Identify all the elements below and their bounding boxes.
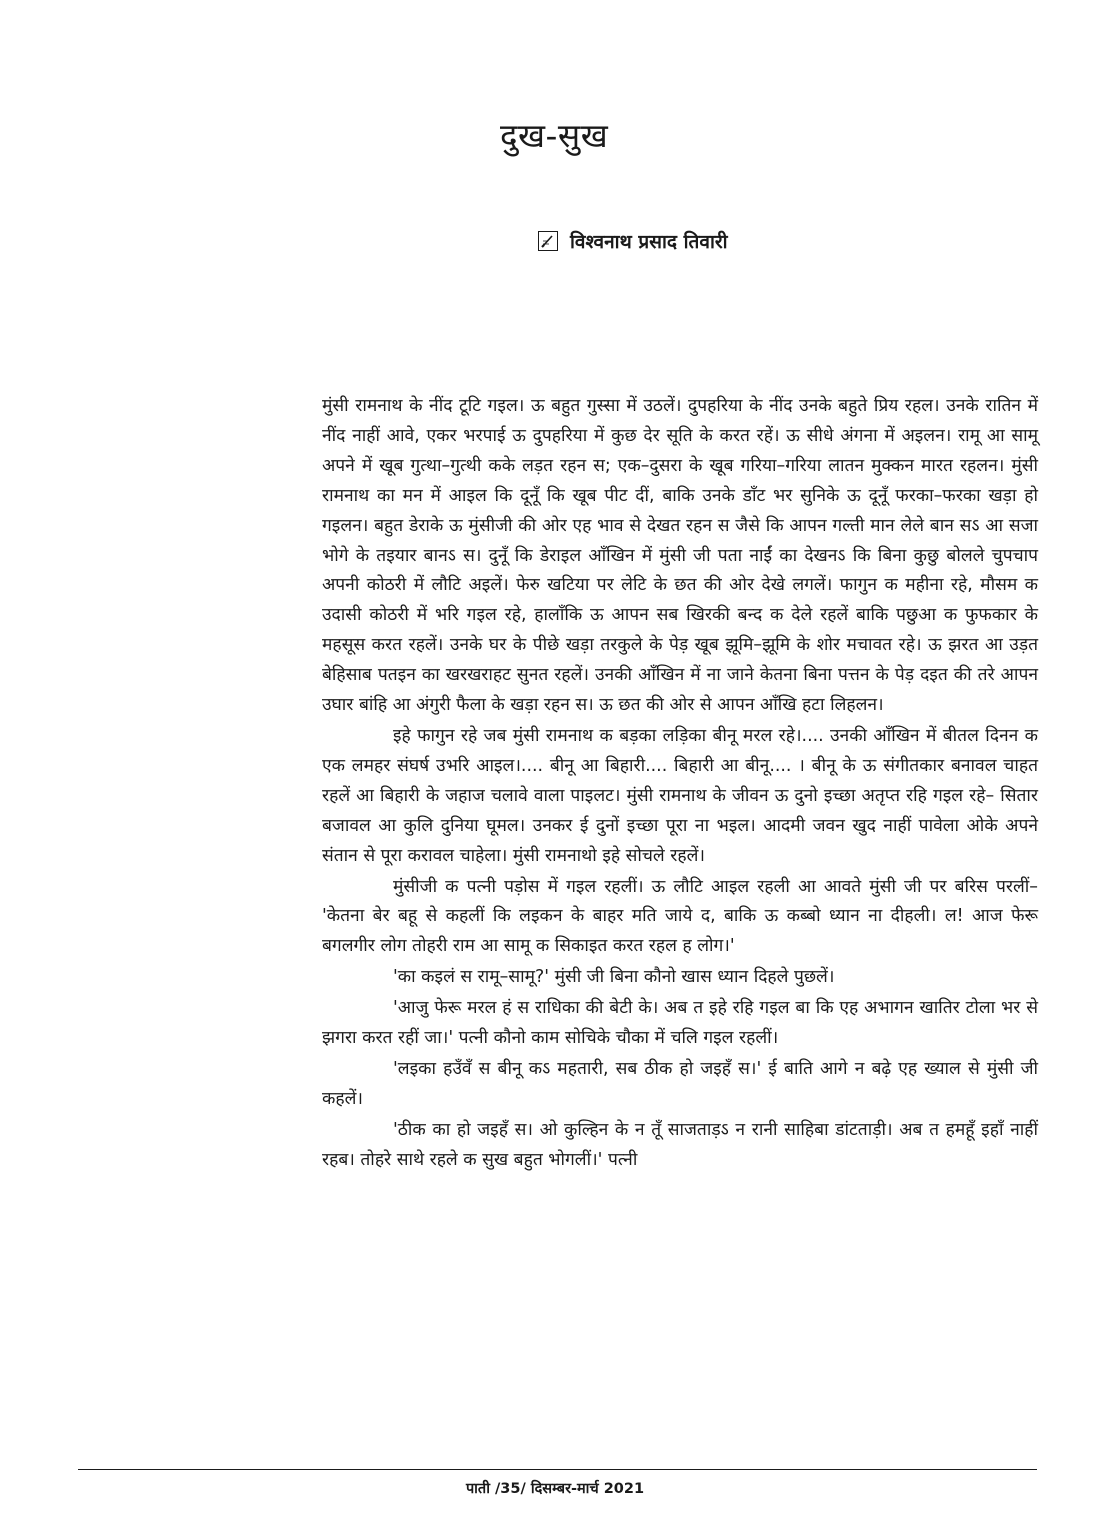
footer-divider (78, 1469, 1037, 1470)
article-body (322, 392, 1038, 1176)
pen-paper-icon (538, 231, 558, 251)
paragraph: इहे फागुन रहे जब मुंसी रामनाथ क बड़का लड़िका बीनू मरल रहे।.... उनकी आँखिन में बीतल दिनन क एक लमहर संघर्ष उभरि आइल।.... बीनू आ बिहारी.... बिहारी आ बीनू.... । बीनू के ऊ संगीतकार बनावल चाहत रहलें आ बिहारी के जहाज चलावे वाला पाइलट। मुंसी रामनाथ के जीवन ऊ दुनो इच्छा अतृप्त रहि गइल रहे– सितार बजावल आ कुलि दुनिया घूमल। उनकर ई दुनों इच्छा पूरा ना भइल। आदमी जवन खुद नाहीं पावेला ओके अपने संतान से पूरा करावल चाहेला। मुंसी रामनाथो इहे सोचले रहलें। (322, 725, 1038, 866)
paragraph: मुंसीजी क पत्नी पड़ोस में गइल रहलीं। ऊ लौटि आइल रहली आ आवते मुंसी जी पर बरिस परलीं– 'केतना बेर बहू से कहलीं कि लइकन के बाहर मति जाये द, बाकि ऊ कब्बो ध्यान ना दीहली। ल! आज फेरू बगलगीर लोग तोहरी राम आ सामू क सिकाइत करत रहल ह लोग।' (322, 876, 1038, 957)
paragraph: 'ठीक का हो जइहँ स। ओ कुल्हिन के न तूँ साजताड़ऽ न रानी साहिबा डांटताड़ी। अब त हमहूँ इहाँ नाहीं रहब। तोहरे साथे रहले क सुख बहुत भोगलीं।' पत्नी (322, 1119, 1038, 1170)
author-line (538, 228, 728, 254)
paragraph: 'लइका हउँवँ स बीनू कऽ महतारी, सब ठीक हो जइहँ स।' ई बाति आगे न बढ़े एह ख्याल से मुंसी जी कहलें। (322, 1058, 1038, 1109)
author-name: विश्वनाथ प्रसाद तिवारी (570, 231, 728, 253)
paragraph: मुंसी रामनाथ के नींद टूटि गइल। ऊ बहुत गुस्सा में उठलें। दुपहरिया के नींद उनके बहुते प्रिय रहल। उनके रातिन में नींद नाहीं आवे, एकर भरपाई ऊ दुपहरिया में कुछ देर सूति के करत रहें। ऊ सीधे अंगना में अइलन। रामू आ सामू अपने में खूब गुत्था–गुत्थी कके लड़त रहन स; एक–दुसरा के खूब गरिया–गरिया लातन मुक्कन मारत रहलन। मुंसी रामनाथ का मन में आइल कि दूनूँ कि खूब पीट दीं, बाकि उनके डाँट भर सुनिके ऊ दूनूँ फरका–फरका खड़ा हो गइलन। बहुत डेराके ऊ मुंसीजी की ओर एह भाव से देखत रहन स जैसे कि आपन गल्ती मान लेले बान सऽ आ सजा भोगे के तइयार बानऽ स। दुनूँ कि डेराइल आँखिन में मुंसी जी पता नाईं का देखनऽ कि बिना कुछु बोलले चुपचाप अपनी कोठरी में लौटि अइलें। फेरु खटिया पर लेटि के छत की ओर देखे लगलें। फागुन क महीना रहे, मौसम क उदासी कोठरी में भरि गइल रहे, हालाँकि ऊ आपन सब खिरकी बन्द क देले रहलें बाकि पछुआ क फुफकार के महसूस करत रहलें। उनके घर के पीछे खड़ा तरकुले के पेड़ खूब झूमि–झूमि के शोर मचावत रहे। ऊ झरत आ उड़त बेहिसाब पतइन का खरखराहट सुनत रहलें। उनकी आँखिन में ना जाने केतना बिना पत्तन के पेड़ दइत की तरे आपन उघार बांहि आ अंगुरी फैला के खड़ा रहन स। ऊ छत की ओर से आपन आँखि हटा लिहलन। (322, 396, 1038, 716)
paragraph: 'आजु फेरू मरल हं स राधिका की बेटी के। अब त इहे रहि गइल बा कि एह अभागन खातिर टोला भर से झगरा करत रहीं जा।' पत्नी कौनो काम सोचिके चौका में चलि गइल रहलीं। (322, 998, 1038, 1049)
page-footer: पाती /35/ दिसम्बर-मार्च 2021 (465, 1481, 645, 1497)
paragraph: 'का कइलं स रामू–सामू?' मुंसी जी बिना कौनो खास ध्यान दिहले पुछलें। (393, 967, 835, 988)
article-title: दुख-सुख (500, 116, 609, 155)
